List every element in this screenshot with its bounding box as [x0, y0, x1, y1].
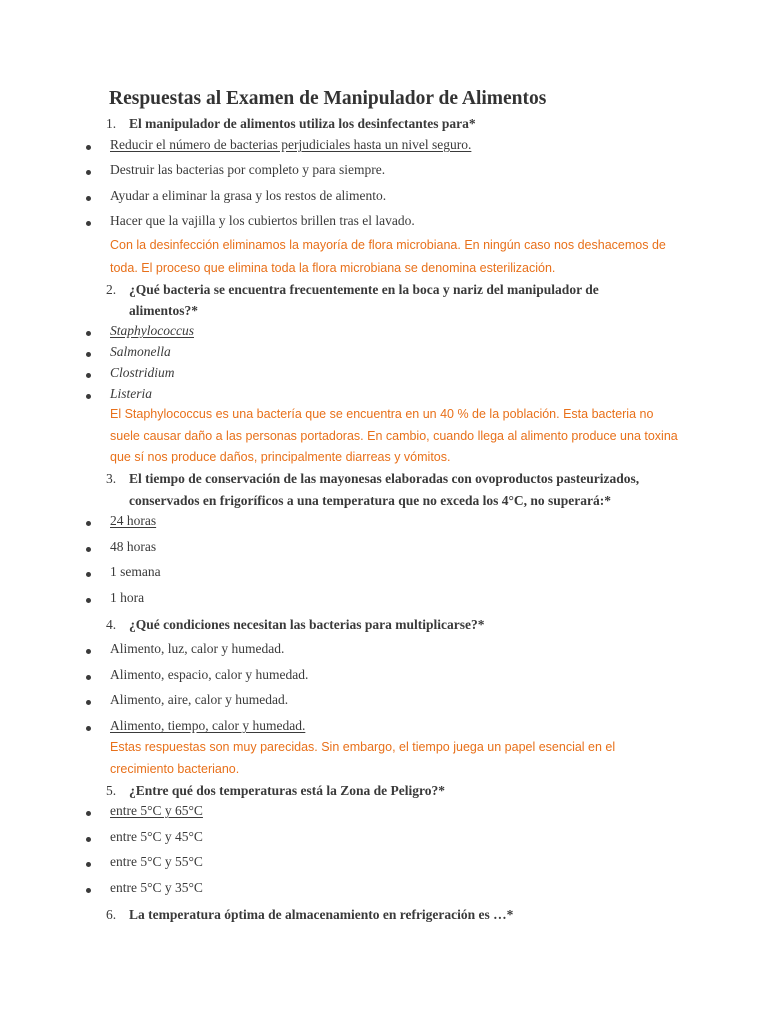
- bullet-icon: [86, 373, 91, 378]
- question-text: alimentos?*: [129, 303, 198, 318]
- bullet-icon: [86, 726, 91, 731]
- answer-option: Ayudar a eliminar la grasa y los restos de alimento.: [110, 188, 387, 203]
- answer-option-correct: 24 horas: [110, 513, 157, 528]
- bullet-icon: [86, 521, 91, 526]
- bullet-icon: [86, 811, 91, 816]
- bullet-icon: [86, 196, 91, 201]
- answer-option: Destruir las bacterias por completo y para siempre.: [110, 162, 386, 177]
- answer-option: Salmonella: [110, 344, 171, 359]
- question-text: ¿Entre qué dos temperaturas está la Zona de Peligro?*: [129, 783, 445, 798]
- bullet-icon: [86, 547, 91, 552]
- bullet-icon: [86, 352, 91, 357]
- explanation-text: Estas respuestas son muy parecidas. Sin embargo, el tiempo juega un papel esencial en el: [110, 740, 616, 754]
- question-text: ¿Qué bacteria se encuentra frecuentemente en la boca y nariz del manipulador de: [129, 282, 599, 297]
- answer-option: entre 5°C y 55°C: [110, 854, 203, 869]
- answer-option: entre 5°C y 35°C: [110, 880, 203, 895]
- bullet-icon: [86, 221, 91, 226]
- answer-option: Listeria: [110, 386, 153, 401]
- answer-option: Alimento, aire, calor y humedad.: [110, 692, 289, 707]
- bullet-icon: [86, 888, 91, 893]
- answer-option-correct: entre 5°C y 65°C: [110, 803, 203, 818]
- bullet-icon: [86, 649, 91, 654]
- question-text: El tiempo de conservación de las mayonesas elaboradas con ovoproductos pasteurizados,: [129, 471, 640, 486]
- explanation-text: crecimiento bacteriano.: [110, 762, 240, 776]
- explanation-text: que sí nos produce daños, principalmente diarreas y vómitos.: [110, 450, 451, 464]
- question-text: El manipulador de alimentos utiliza los desinfectantes para*: [129, 116, 476, 131]
- answer-option: Clostridium: [110, 365, 175, 380]
- question-number: 5.: [106, 783, 117, 798]
- bullet-icon: [86, 394, 91, 399]
- question-number: 3.: [106, 471, 117, 486]
- bullet-icon: [86, 170, 91, 175]
- bullet-icon: [86, 862, 91, 867]
- answer-option-correct: Alimento, tiempo, calor y humedad.: [110, 718, 306, 733]
- answer-option-correct: Staphylococcus: [110, 323, 194, 338]
- explanation-text: Con la desinfección eliminamos la mayoría de flora microbiana. En ningún caso nos deshacemos de: [110, 238, 666, 252]
- question-number: 2.: [106, 282, 117, 297]
- answer-option: Alimento, luz, calor y humedad.: [110, 641, 285, 656]
- bullet-icon: [86, 700, 91, 705]
- page-title: Respuestas al Examen de Manipulador de Alimentos: [109, 88, 547, 109]
- answer-option: 1 semana: [110, 564, 161, 579]
- explanation-text: El Staphylococcus es una bactería que se encuentra en un 40 % de la población. Esta bacteria no: [110, 407, 654, 421]
- question-text: conservados en frigoríficos a una temperatura que no exceda los 4°C, no superará:*: [129, 493, 611, 508]
- question-text: ¿Qué condiciones necesitan las bacterias para multiplicarse?*: [129, 617, 485, 632]
- answer-option: Hacer que la vajilla y los cubiertos brillen tras el lavado.: [110, 213, 415, 228]
- question-number: 1.: [106, 116, 117, 131]
- bullet-icon: [86, 675, 91, 680]
- explanation-text: suele causar daño a las personas portadoras. En cambio, cuando llega al alimento produce una toxina: [110, 429, 678, 443]
- answer-option: Alimento, espacio, calor y humedad.: [110, 667, 309, 682]
- answer-option: 48 horas: [110, 539, 157, 554]
- question-number: 6.: [106, 907, 117, 922]
- bullet-icon: [86, 598, 91, 603]
- bullet-icon: [86, 145, 91, 150]
- answer-option: entre 5°C y 45°C: [110, 829, 203, 844]
- question-text: La temperatura óptima de almacenamiento en refrigeración es …*: [129, 907, 514, 922]
- answer-option-correct: Reducir el número de bacterias perjudiciales hasta un nivel seguro.: [110, 137, 472, 152]
- question-number: 4.: [106, 617, 117, 632]
- bullet-icon: [86, 331, 91, 336]
- explanation-text: toda. El proceso que elimina toda la flora microbiana se denomina esterilización.: [110, 261, 556, 275]
- bullet-icon: [86, 837, 91, 842]
- bullet-icon: [86, 572, 91, 577]
- answer-option: 1 hora: [110, 590, 145, 605]
